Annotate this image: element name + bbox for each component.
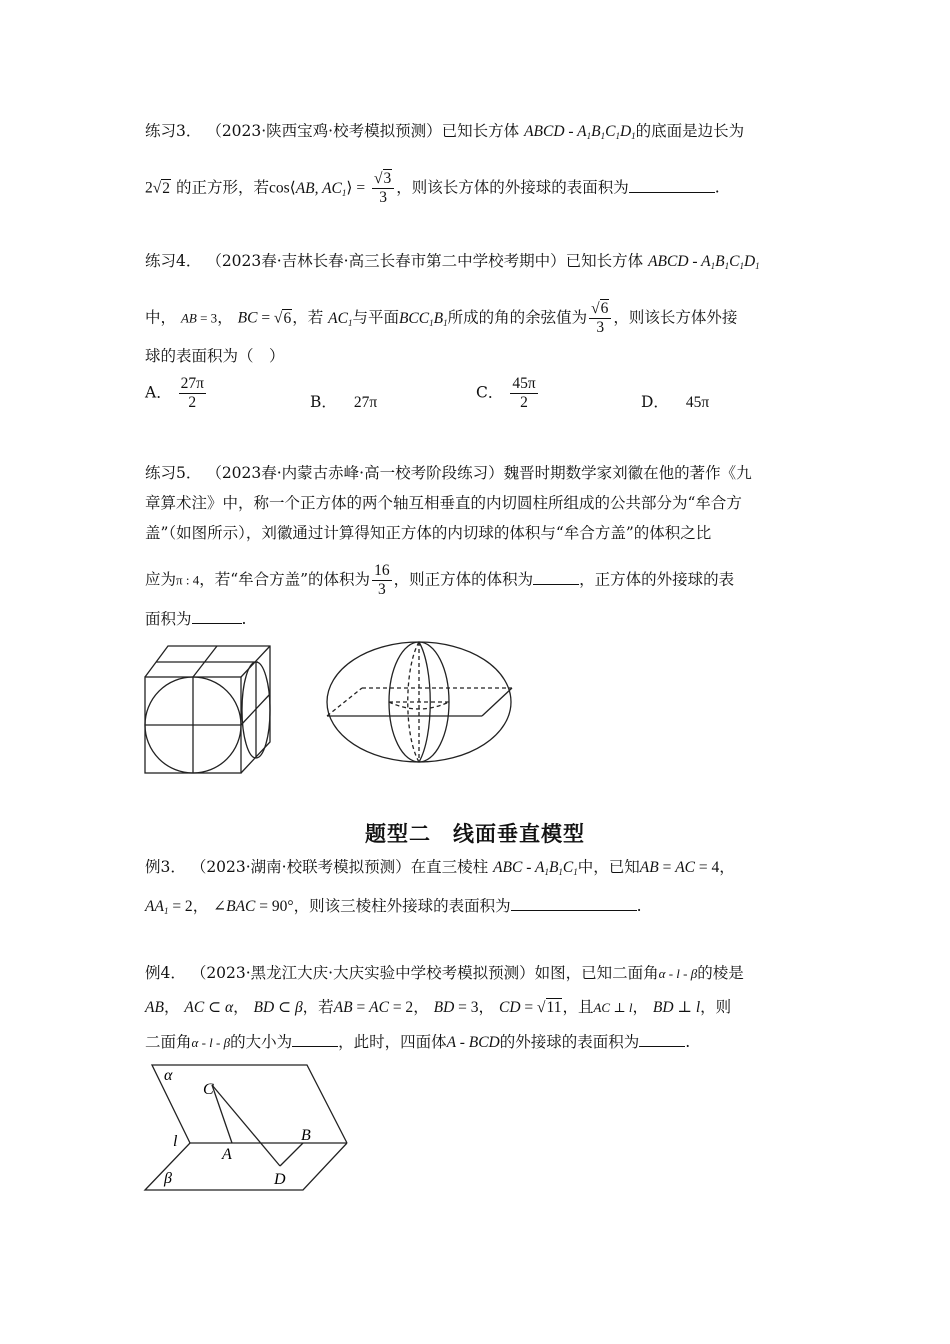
ex4-line-1: 练习4． （2023春·吉林长春·高三长春市第二中学校考期中）已知长方体 ABCD - $A_1B_1C_1D_1$ — [145, 252, 760, 271]
ex7-line-2: AB， AC ⊂ α， BD ⊂ β，若AB = AC = 2， BD = 3， CD = √11，且AC ⊥ l， BD ⊥ l，则 — [145, 998, 732, 1016]
ex6-answer-blank[interactable] — [511, 896, 637, 911]
option-b[interactable]: B． 27π — [310, 393, 378, 411]
ex5-line-1: 练习5． （2023春·内蒙古赤峰·高一校考阶段练习）魏晋时期数学家刘徽在他的著作《九 — [145, 464, 752, 482]
label-A: A — [222, 1146, 232, 1163]
ex6-solid: ABC - $A_1B_1C_1$ — [493, 859, 578, 877]
ex5-line-3: 盖”（如图所示），刘徽通过计算得知正方体的内切球的体积与“牟合方盖”的体积之比 — [145, 524, 712, 542]
ex5-line-5: 面积为 . — [145, 610, 247, 628]
ex5-blank-volume[interactable] — [533, 570, 579, 585]
ex4-line-3: 球的表面积为（ ） — [145, 347, 285, 365]
ex4-cos-fraction: $\frac{√6}{3}$ — [589, 300, 611, 337]
ex3-line-1: 练习3． （2023·陕西宝鸡·校考模拟预测）已知长方体 ABCD - $A_1B_1C_1D_1$的底面是边长为 — [145, 122, 745, 141]
label-D: D — [274, 1171, 286, 1188]
label-l: l — [173, 1133, 178, 1150]
ex7-blank-angle[interactable] — [292, 1032, 338, 1047]
option-c[interactable]: C． $\frac{45\pi}{2}$ — [476, 375, 536, 411]
mouhefanggai-figure — [322, 638, 522, 768]
label-alpha: α — [164, 1067, 173, 1084]
ex5-line-2: 章算术注》中，称一个正方体的两个轴互相垂直的内切圆柱所组成的公共部分为“牟合方 — [145, 494, 742, 512]
ex4-solid: ABCD - $A_1B_1C_1D_1$ — [648, 253, 760, 271]
ex3-solid: ABCD - $A_1B_1C_1D_1$ — [524, 123, 636, 141]
ex4-line-2: 中， AB = 3， BC = √6，若 $AC_1$与平面$BCC_1B_1$所成的角的余弦值为 $\frac{√6}{3}$ ，则该长方体外接 — [145, 300, 738, 336]
label-C: C — [203, 1081, 214, 1098]
ex5-blank-area[interactable] — [192, 609, 242, 624]
label-B: B — [301, 1127, 311, 1144]
ex7-line-3: 二面角α - l - β的大小为 ，此时，四面体A - BCD的外接球的表面积为 . — [145, 1033, 691, 1051]
ex7-blank-area[interactable] — [639, 1032, 685, 1047]
ex3-side: 2√2 — [145, 179, 171, 197]
ex3-answer-blank[interactable] — [629, 178, 715, 193]
ex7-line-1: 例4． （2023·黑龙江大庆·大庆实验中学校考模拟预测）如图，已知二面角α - l - β的棱是 — [145, 964, 744, 982]
section-title: 题型二 线面垂直模型 — [365, 822, 585, 846]
ex6-line-1: 例3． （2023·湖南·校联考模拟预测）在直三棱柱 ABC - $A_1B_1C_1$中，已知AB = AC = 4， — [145, 858, 735, 877]
ex5-line-4: 应为π : 4，若“牟合方盖”的体积为 $\frac{16}{3}$ ，则正方体的体积为 ，正方体的外接球的表 — [145, 562, 735, 598]
ex5-volume-fraction: $\frac{16}{3}$ — [374, 562, 390, 598]
label-beta: β — [164, 1170, 172, 1187]
option-d[interactable]: D． 45π — [641, 393, 710, 411]
option-a[interactable]: A． $\frac{27\pi}{2}$ — [145, 375, 204, 411]
cube-cylinder-figure — [140, 642, 280, 777]
ex3-line-2: 2√2 的正方形，若cos⟨AB, $AC_1⟩$ = $\frac{√3}{3}$ ，则该长方体的外接球的表面积为 . — [145, 170, 720, 206]
ex3-cos-fraction: $\frac{√3}{3}$ — [372, 170, 394, 207]
ex6-line-2: $AA_1 = 2$， ∠BAC = 90°，则该三棱柱外接球的表面积为 . — [145, 897, 642, 916]
dihedral-angle-figure — [140, 1060, 360, 1200]
